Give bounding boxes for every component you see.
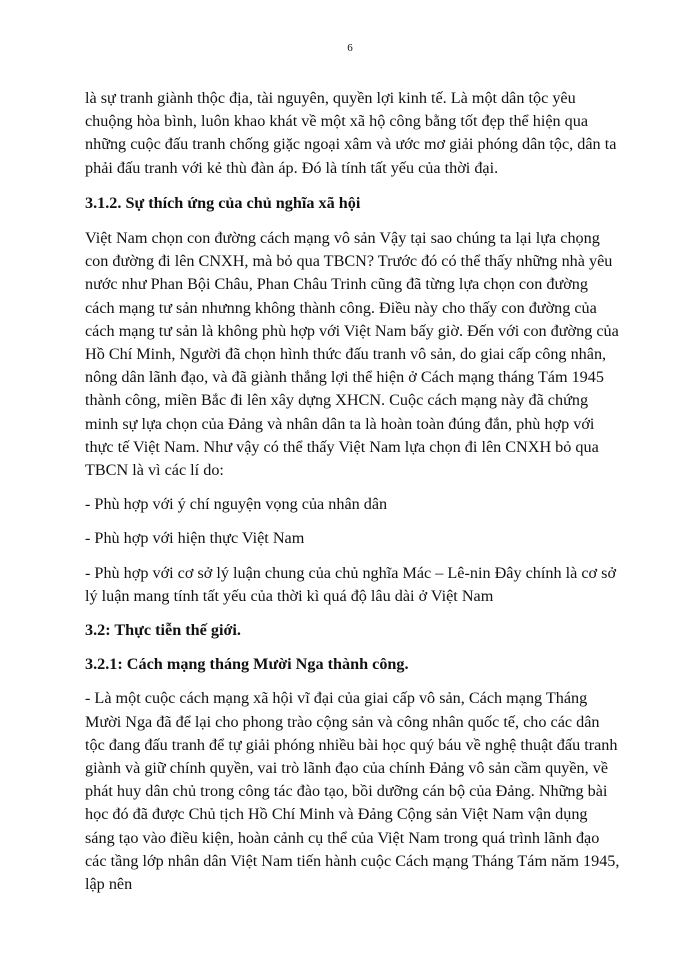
bullet-reality-vietnam: - Phù hợp với hiện thực Việt Nam [85,529,305,548]
page-number: 6 [347,42,353,54]
section-heading-3-2-1: 3.2.1: Cách mạng tháng Mười Nga thành công. [85,655,409,674]
section-heading-3-1-2: 3.1.2. Sự thích ứng của chủ nghĩa xã hội [85,193,361,212]
paragraph-intro: là sự tranh giành thộc địa, tài nguyên, quyền lợi kinh tế. Là một dân tộc yêu chuộng hòa bình, luôn khao khát về một xã hộ công bằng tốt đẹp thể hiện qua những cuộc đấu tranh chống giặc ngoại xâm và ước mơ giải phóng dân tộc, dân ta phải đấu tranh với kẻ thù đàn áp. Đó là tính tất yếu của thời đại. [85,89,617,177]
paragraph-october-revolution: - Là một cuộc cách mạng xã hội vĩ đại của giai cấp vô sản, Cách mạng Tháng Mười Nga đã để lại cho phong trào cộng sản và công nhân quốc tế, cho các dân tộc đang đấu tranh để tự giải phóng nhiều bài học quý báu về nghệ thuật đấu tranh giành và giữ chính quyền, vai trò lãnh đạo của chính Đảng vô sản cầm quyền, về phát huy dân chủ trong công tác đào tạo, bồi dưỡng cán bộ của Đảng. Những bài học đó đã được Chủ tịch Hồ Chí Minh và Đảng Cộng sản Việt Nam vận dụng sáng tạo vào điều kiện, hoàn cảnh cụ thể của Việt Nam trong quá trình lãnh đạo các tầng lớp nhân dân Việt Nam tiến hành cuộc Cách mạng Tháng Tám năm 1945, lập nên [85,689,620,894]
document-body [85,87,620,896]
bullet-will-of-people: - Phù hợp với ý chí nguyện vọng của nhân dân [85,495,388,514]
section-heading-3-2: 3.2: Thực tiễn thế giới. [85,621,241,640]
paragraph-path-choice: Việt Nam chọn con đường cách mạng vô sản Vậy tại sao chúng ta lại lựa chọng con đường đi lên CNXH, mà bỏ qua TBCN? Trước đó có thể thấy những nhà yêu nước như Phan Bội Châu, Phan Châu Trinh cũng đã từng lựa chọn con đường cách mạng tư sản nhưnng không thành công. Điều này cho thấy con đường của cách mạng tư sản là không phù hợp với Việt Nam bấy giờ. Đến với con đường của Hồ Chí Minh, Người đã chọn hình thức đấu tranh vô sản, do giai cấp công nhân, nông dân lãnh đạo, và đã giành thắng lợi thể hiện ở Cách mạng tháng Tám 1945 thành công, miền Bắc đi lên xây dựng XHCN. Cuộc cách mạng này đã chứng minh sự lựa chọn của Đảng và nhân dân ta là hoàn toàn đúng đắn, phù hợp với thực tế Việt Nam. Như vậy có thể thấy Việt Nam lựa chọn đi lên CNXH bỏ qua TBCN là vì các lí do: [85,229,619,480]
bullet-marxist-theory: - Phù hợp với cơ sở lý luận chung của chủ nghĩa Mác – Lê-nin Đây chính là cơ sở lý luận mang tính tất yếu của thời kì quá độ lâu dài ở Việt Nam [85,563,617,605]
